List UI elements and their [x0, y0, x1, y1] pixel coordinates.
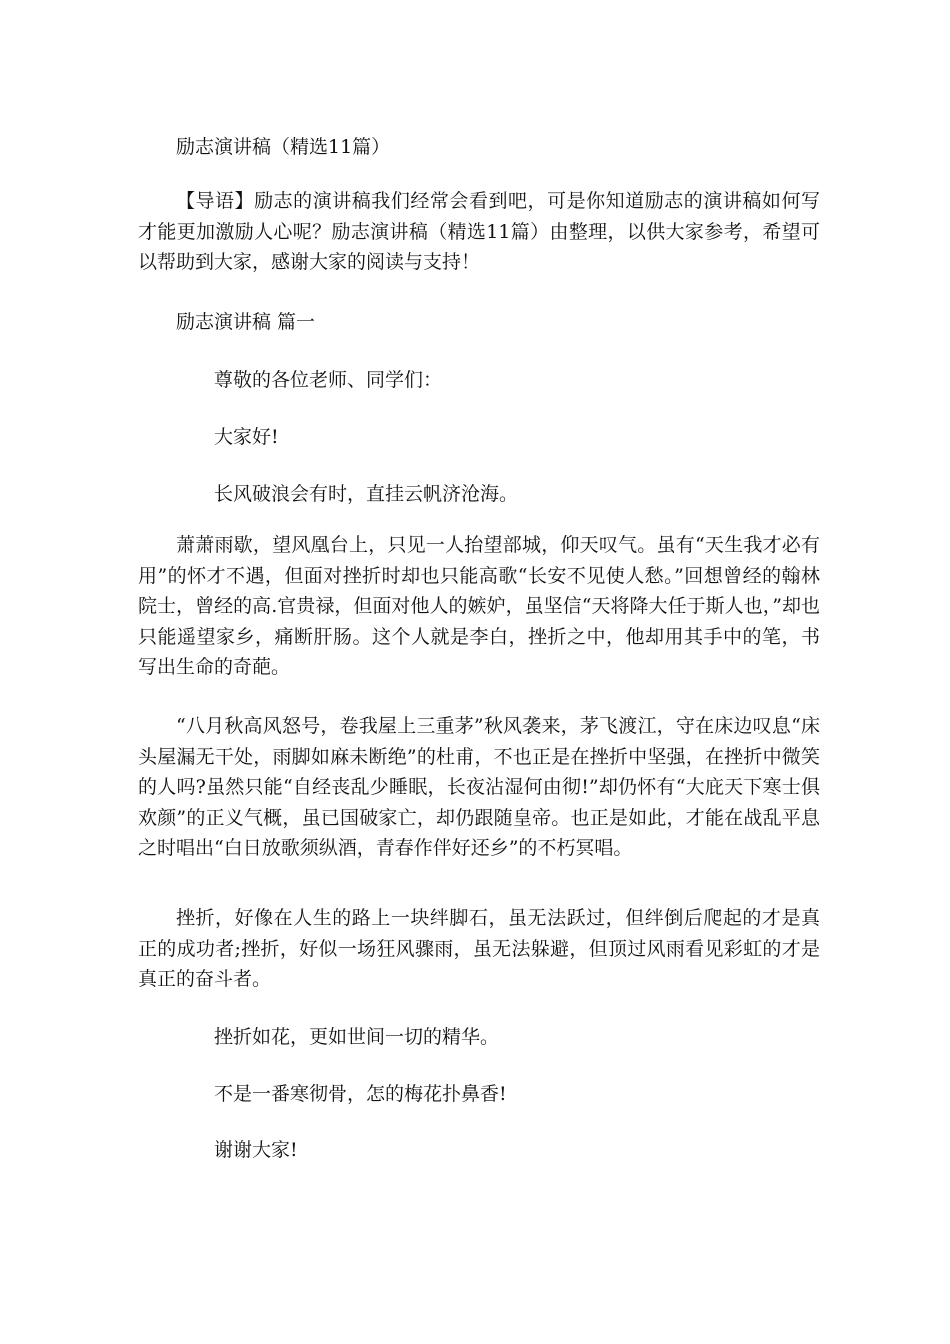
- intro-text: 【导语】励志的演讲稿我们经常会看到吧，可是你知道励志的演讲稿如何写才能更加激励人心呢？励志演讲稿（精选11篇）由整理，以供大家参考，希望可以帮助到大家，感谢大家的阅读与支持！: [138, 190, 820, 273]
- section-heading: 励志演讲稿 篇一: [176, 311, 316, 333]
- paragraph-du-fu-text: “八月秋高风怒号，卷我屋上三重茅”秋风袭来，茅飞渡江，守在床边叹息“床头屋漏无干处，雨脚如麻未断绝”的杜甫，不也正是在挫折中坚强，在挫折中微笑的人吗?虽然只能“自经丧乱少睡眠，长夜沾湿何由彻!”却仍怀有“大庇天下寒士俱欢颜”的正义气概，虽已国破家亡，却仍跟随皇帝。也正是如此，才能在战乱平息之时唱出“白日放歌须纵酒，青春作伴好还乡”的不朽冥唱。: [138, 715, 820, 859]
- document-title: 励志演讲稿（精选11篇）: [176, 136, 391, 158]
- line-flower: 挫折如花，更如世间一切的精华。: [214, 1026, 500, 1048]
- line-plum: 不是一番寒彻骨，怎的梅花扑鼻香!: [214, 1083, 507, 1105]
- closing-line: 谢谢大家!: [214, 1139, 298, 1161]
- salutation: 尊敬的各位老师、同学们：: [214, 369, 443, 391]
- paragraph-setback-text: 挫折，好像在人生的路上一块绊脚石，虽无法跃过，但绊倒后爬起的才是真正的成功者;挫折，好似一场狂风骤雨，虽无法躲避，但顶过风雨看见彩虹的才是真正的奋斗者。: [138, 907, 820, 990]
- paragraph-li-bai: [138, 530, 820, 683]
- opening-line: 长风破浪会有时，直挂云帆济沧海。: [214, 483, 519, 505]
- intro-paragraph: [138, 186, 820, 278]
- greeting: 大家好!: [214, 426, 279, 448]
- paragraph-setback: [138, 903, 820, 995]
- paragraph-li-bai-text: 萧萧雨歇，望风凰台上，只见一人抬望部城，仰天叹气。虽有“天生我才必有用”的怀才不遇，但面对挫折时却也只能高歌“长安不见使人愁。”回想曾经的翰林院士，曾经的高.官贵禄，但面对他人的嫉妒，虽坚信“天将降大任于斯人也，”却也只能遥望家乡，痛断肝肠。这个人就是李白，挫折之中，他却用其手中的笔，书写出生命的奇葩。: [138, 534, 820, 678]
- paragraph-du-fu: [138, 711, 820, 864]
